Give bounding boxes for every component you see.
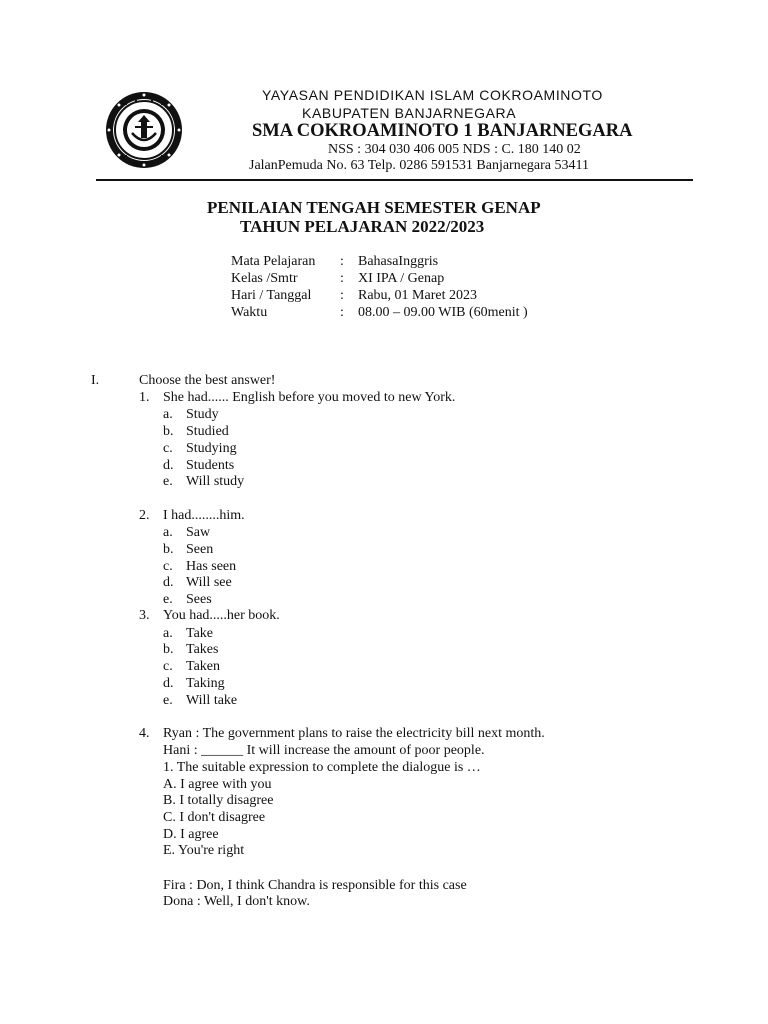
info-label: Kelas /Smtr — [231, 271, 298, 286]
question-text: You had.....her book. — [163, 608, 280, 623]
option-text: Taking — [186, 676, 225, 691]
option-text: Seen — [186, 542, 214, 557]
option-text: Will see — [186, 575, 232, 590]
option-letter: c. — [163, 559, 173, 574]
exam-title: PENILAIAN TENGAH SEMESTER GENAP — [207, 198, 541, 217]
info-label: Waktu — [231, 305, 268, 320]
option-text: Take — [186, 626, 214, 641]
option-text: Students — [186, 458, 235, 473]
option-text: Taken — [186, 659, 221, 674]
answer-option: B. I totally disagree — [163, 793, 274, 808]
school-address: JalanPemuda No. 63 Telp. 0286 591531 Banjarnegara 53411 — [249, 158, 590, 173]
option-letter: a. — [163, 407, 173, 422]
foundation-name: YAYASAN PENDIDIKAN ISLAM COKROAMINOTO — [262, 87, 603, 103]
info-value: Rabu, 01 Maret 2023 — [358, 288, 477, 303]
regency-name: KABUPATEN BANJARNEGARA — [302, 105, 517, 121]
option-letter: a. — [163, 626, 173, 641]
option-letter: d. — [163, 575, 174, 590]
option-text: Study — [186, 407, 219, 422]
section-instruction: Choose the best answer! — [139, 373, 276, 388]
option-text: Takes — [186, 642, 219, 657]
option-letter: b. — [163, 642, 174, 657]
question-text: She had...... English before you moved to new York. — [163, 390, 456, 405]
option-text: Sees — [186, 592, 212, 607]
option-letter: d. — [163, 458, 174, 473]
school-logo — [105, 91, 183, 169]
option-letter: b. — [163, 542, 174, 557]
info-colon: : — [340, 288, 344, 303]
option-letter: c. — [163, 441, 173, 456]
info-value: XI IPA / Genap — [358, 271, 445, 286]
option-text: Studied — [186, 424, 229, 439]
question-number: 4. — [139, 726, 150, 741]
school-name: SMA COKROAMINOTO 1 BANJARNEGARA — [252, 121, 633, 141]
option-text: Will take — [186, 693, 238, 708]
question-number: 3. — [139, 608, 150, 623]
option-letter: d. — [163, 676, 174, 691]
option-letter: b. — [163, 424, 174, 439]
info-colon: : — [340, 305, 344, 320]
answer-option: C. I don't disagree — [163, 810, 266, 825]
question-number: 2. — [139, 508, 150, 523]
dialogue-line: Ryan : The government plans to raise the electricity bill next month. — [163, 726, 545, 741]
option-text: Saw — [186, 525, 211, 540]
option-letter: c. — [163, 659, 173, 674]
answer-option: A. I agree with you — [163, 777, 272, 792]
option-text: Has seen — [186, 559, 237, 574]
dialogue-line: Fira : Don, I think Chandra is responsible for this case — [163, 878, 467, 893]
option-letter: a. — [163, 525, 173, 540]
option-letter: e. — [163, 693, 173, 708]
info-label: Mata Pelajaran — [231, 254, 316, 269]
question-number: 1. — [139, 390, 150, 405]
question-prompt: 1. The suitable expression to complete the dialogue is … — [163, 760, 481, 775]
info-label: Hari / Tanggal — [231, 288, 312, 303]
exam-year: TAHUN PELAJARAN 2022/2023 — [240, 217, 485, 236]
option-letter: e. — [163, 592, 173, 607]
dialogue-line: Hani : ______ It will increase the amount of poor people. — [163, 743, 485, 758]
info-colon: : — [340, 254, 344, 269]
option-letter: e. — [163, 474, 173, 489]
dialogue-line: Dona : Well, I don't know. — [163, 894, 310, 909]
option-text: Studying — [186, 441, 237, 456]
info-value: BahasaInggris — [358, 254, 439, 269]
section-numeral: I. — [91, 373, 100, 388]
info-colon: : — [340, 271, 344, 286]
school-ids: NSS : 304 030 406 005 NDS : C. 180 140 02 — [328, 142, 581, 157]
header-divider — [96, 179, 693, 181]
question-text: I had........him. — [163, 508, 245, 523]
answer-option: D. I agree — [163, 827, 219, 842]
info-value: 08.00 – 09.00 WIB (60menit ) — [358, 305, 528, 320]
answer-option: E. You're right — [163, 843, 245, 858]
option-text: Will study — [186, 474, 245, 489]
